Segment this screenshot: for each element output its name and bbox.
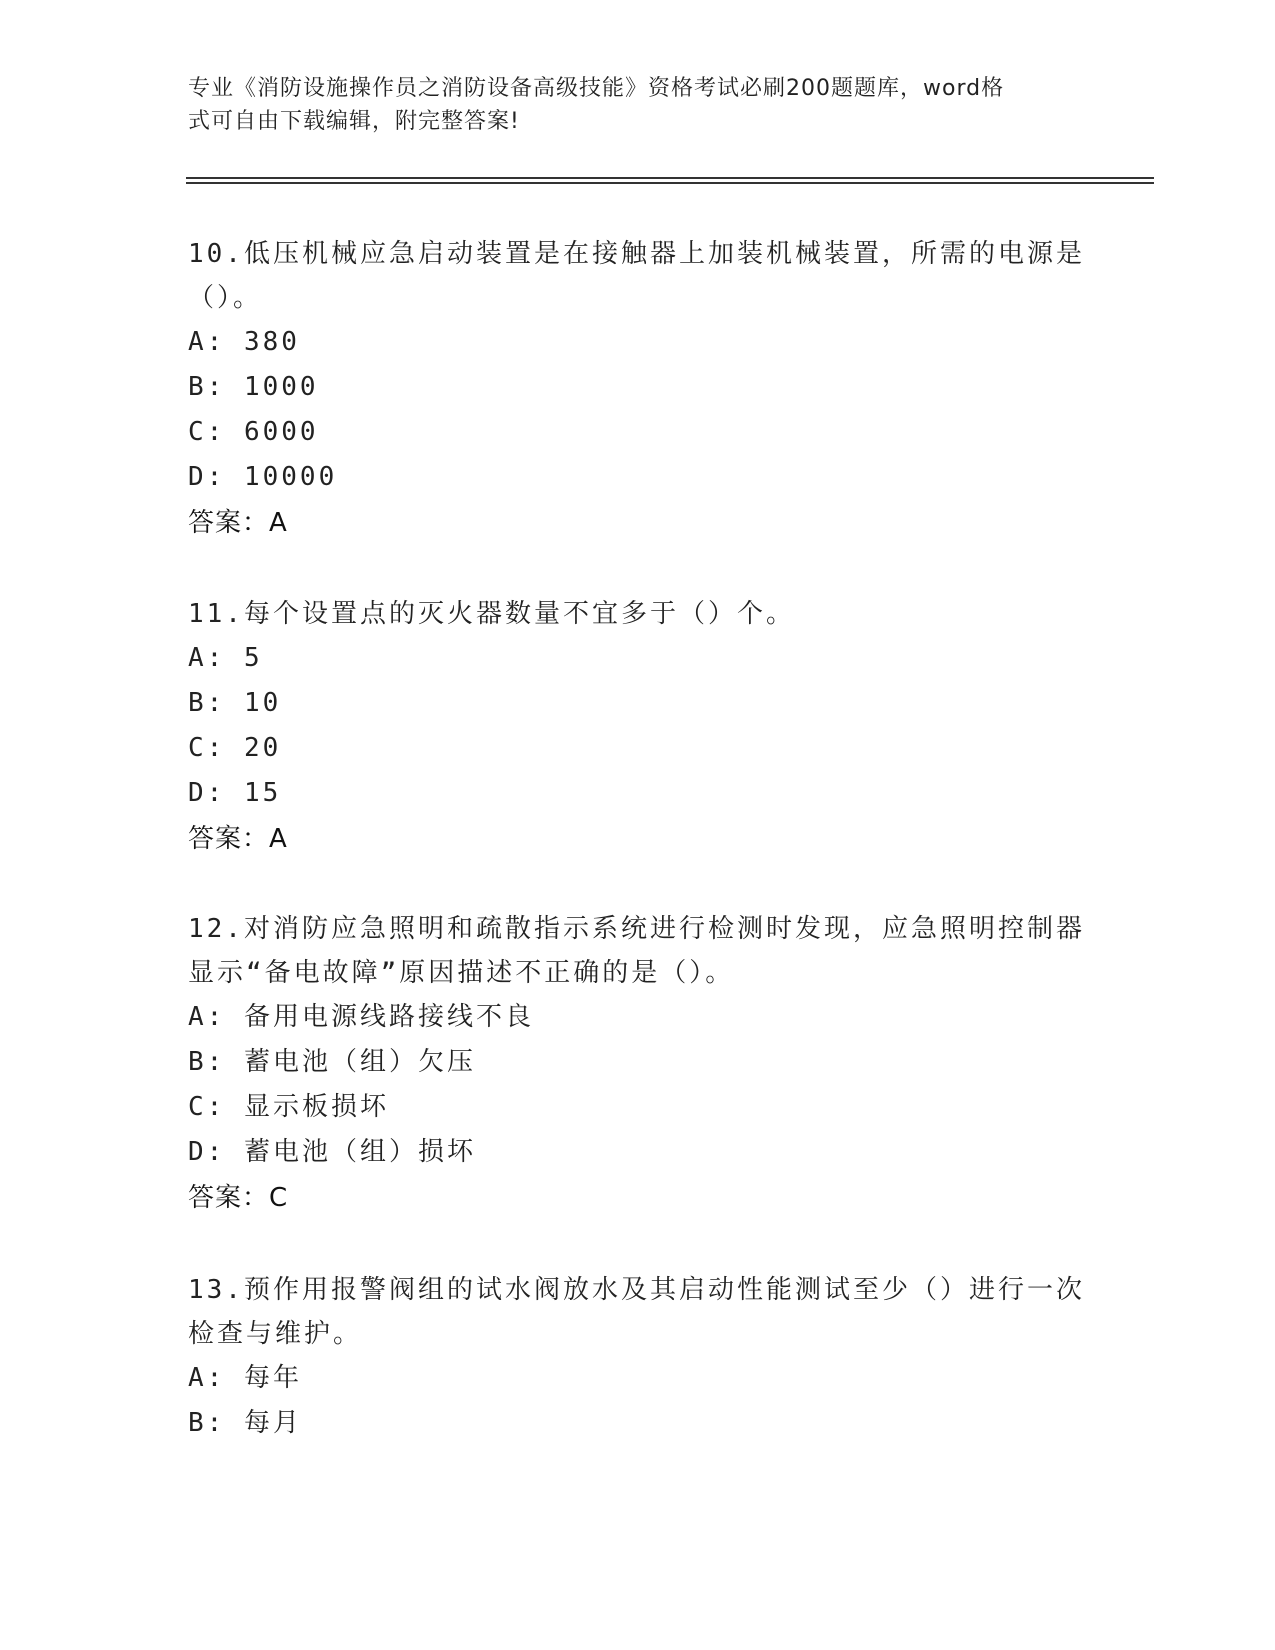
- option-letter: C:: [188, 733, 226, 763]
- option-letter: A:: [188, 1363, 226, 1393]
- option-letter: A:: [188, 1002, 226, 1032]
- option-letter: D:: [188, 1137, 226, 1167]
- option-letter: C:: [188, 1092, 226, 1122]
- option-a: [188, 320, 1088, 365]
- option-text: 5: [243, 643, 263, 673]
- option-text: 10000: [243, 462, 338, 492]
- answer-line: [188, 816, 1088, 862]
- option-text: 每月: [243, 1408, 302, 1438]
- option-letter: B:: [188, 688, 226, 718]
- option-b: [188, 681, 1088, 726]
- option-text: 蓄电池（组）损坏: [243, 1137, 476, 1167]
- option-b: [188, 365, 1088, 410]
- option-text: 每年: [243, 1363, 302, 1393]
- option-text: 20: [243, 733, 282, 763]
- option-letter: B:: [188, 372, 226, 402]
- option-a: [188, 636, 1088, 681]
- option-letter: D:: [188, 778, 226, 808]
- answer-label: 答案：: [188, 1183, 270, 1213]
- option-text: 显示板损坏: [243, 1092, 389, 1122]
- question-stem-line: 检查与维护。: [188, 1319, 363, 1349]
- option-text: 蓄电池（组）欠压: [243, 1047, 476, 1077]
- document-intro: [188, 72, 1068, 138]
- option-b: [188, 1040, 1088, 1085]
- option-b: [188, 1401, 1088, 1446]
- option-text: 1000: [243, 372, 319, 402]
- option-text: 380: [243, 327, 300, 357]
- question-stem-line: 显示“备电故障”原因描述不正确的是（）。: [188, 958, 735, 988]
- question-10: [188, 232, 1088, 546]
- option-c: [188, 1085, 1088, 1130]
- option-letter: D:: [188, 462, 226, 492]
- option-d: [188, 1130, 1088, 1175]
- intro-line-1: 专业《消防设施操作员之消防设备高级技能》资格考试必刷200题题库，word格: [188, 76, 1005, 101]
- answer-label: 答案：: [188, 508, 270, 538]
- question-stem-line: 10.低压机械应急启动装置是在接触器上加装机械装置，所需的电源是: [188, 239, 1085, 269]
- answer-line: [188, 1175, 1088, 1221]
- header-divider-top: [186, 177, 1154, 179]
- question-13: [188, 1268, 1088, 1446]
- header-divider-bottom: [186, 182, 1154, 184]
- question-12: [188, 907, 1088, 1221]
- answer-value: A: [269, 824, 288, 854]
- question-stem-line: 11.每个设置点的灭火器数量不宜多于（）个。: [188, 599, 795, 629]
- option-letter: C:: [188, 417, 226, 447]
- answer-label: 答案：: [188, 824, 270, 854]
- option-letter: B:: [188, 1047, 226, 1077]
- answer-value: A: [269, 508, 288, 538]
- question-stem-line: 13.预作用报警阀组的试水阀放水及其启动性能测试至少（）进行一次: [188, 1275, 1085, 1305]
- option-d: [188, 455, 1088, 500]
- option-c: [188, 726, 1088, 771]
- option-letter: A:: [188, 327, 226, 357]
- option-d: [188, 771, 1088, 816]
- answer-line: [188, 500, 1088, 546]
- option-a: [188, 1356, 1088, 1401]
- option-a: [188, 995, 1088, 1040]
- intro-line-2: 式可自由下载编辑，附完整答案!: [188, 109, 520, 134]
- question-11: [188, 592, 1088, 862]
- option-c: [188, 410, 1088, 455]
- question-stem-line: （）。: [188, 283, 263, 313]
- option-text: 备用电源线路接线不良: [243, 1002, 534, 1032]
- option-letter: B:: [188, 1408, 226, 1438]
- answer-value: C: [269, 1183, 289, 1213]
- question-stem-line: 12.对消防应急照明和疏散指示系统进行检测时发现，应急照明控制器: [188, 914, 1085, 944]
- option-text: 6000: [243, 417, 319, 447]
- option-letter: A:: [188, 643, 226, 673]
- option-text: 10: [243, 688, 282, 718]
- option-text: 15: [243, 778, 282, 808]
